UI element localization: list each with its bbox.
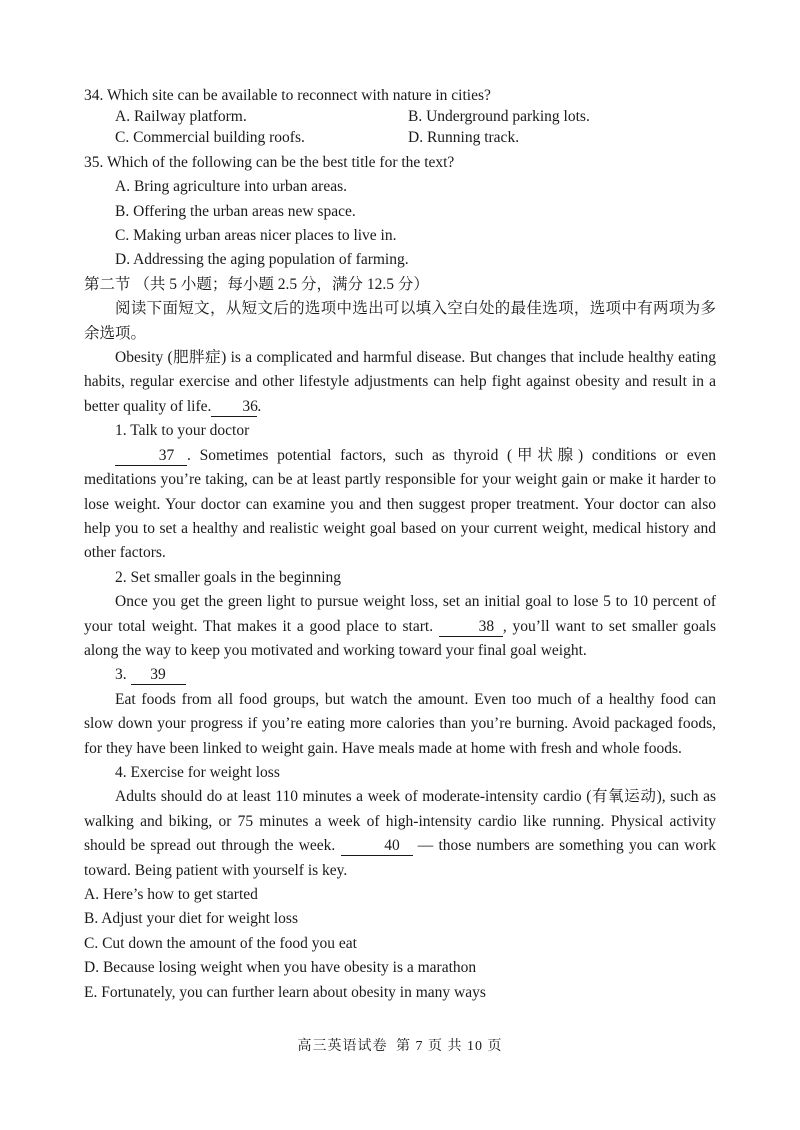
subheading-1: 1. Talk to your doctor — [115, 422, 250, 440]
paragraph-1 — [84, 444, 716, 566]
choice-c: C. Cut down the amount of the food you eat — [84, 934, 357, 952]
choice-a: A. Here’s how to get started — [84, 886, 258, 903]
paragraph-3: Eat foods from all food groups, but watch the amount. Even too much of a healthy food can slow down your progress if you’re eating more calories than you’re burning. Avoid packaged foods, for they have been linked to weight gain. Have meals made at home with fresh and whole foods. — [84, 690, 716, 757]
subheading-3 — [84, 663, 716, 687]
subheading-3-number: 3. — [115, 666, 127, 684]
question-34-options-row-2 — [84, 126, 716, 150]
passage-intro: Obesity (肥胖症) is a complicated and harmful disease. But changes that include healthy eating habits, regular exercise and other lifestyle adjustments can help fight against obesity and result in a better quality of life. 36. — [84, 349, 716, 415]
paragraph-2-text-a: Once you get the green light to pursue weight loss, set an initial goal to lose 5 to 10 percent of your total weight. That makes it a good place to start. — [84, 593, 716, 635]
footer-title: 高三英语试卷 — [297, 1039, 388, 1054]
subheading-4: 4. Exercise for weight loss — [115, 763, 280, 781]
choice-d: D. Because losing weight when you have obesity is a marathon — [84, 959, 477, 977]
q35-option-b: B. Offering the urban areas new space. — [115, 202, 356, 220]
intro-text: Obesity (肥胖症) is a complicated and harmful disease. But changes that include healthy eating habits, regular exercise and other lifestyle adjustments can help fight against obesity and result in a better quality of life. — [84, 349, 716, 415]
choice-b: B. Adjust your diet for weight loss — [84, 910, 298, 928]
paragraph-2-text-b: , you’ll want to set smaller goals along the way to keep you motivated and working toward your final goal weight. — [84, 617, 716, 659]
paragraph-4 — [84, 785, 716, 883]
question-34-options-row-1 — [84, 108, 716, 126]
blank-37: 37 — [115, 447, 187, 466]
question-35-stem: 35. Which of the following can be the best title for the text? — [84, 153, 455, 171]
paragraph-2 — [84, 590, 716, 663]
page-footer — [0, 1035, 800, 1055]
q35-option-c: C. Making urban areas nicer places to live in. — [115, 227, 397, 245]
paragraph-1-text: . Sometimes potential factors, such as thyroid (甲状腺) conditions or even meditations you’re taking, can be at least partly responsible for your weight gain or make it harder to lose weight. Your doctor can examine you and then suggest proper treatment. Your doctor can also help you to set a healthy and realistic weight goal based on your current weight, medical history and other factors. — [84, 446, 716, 562]
q34-option-a: A. Railway platform. — [115, 108, 247, 126]
q34-option-d: D. Running track. — [408, 129, 520, 147]
q35-option-a: A. Bring agriculture into urban areas. — [115, 178, 347, 196]
q34-option-c: C. Commercial building roofs. — [115, 129, 305, 147]
paragraph-4-text-a: Adults should do at least 110 minutes a week of moderate-intensity cardio (有氧运动), such as walking and biking, or 75 minutes a week of high-intensity cardio like running. Physical activity should be spread out through the week. — [84, 788, 716, 855]
q34-option-b: B. Underground parking lots. — [408, 108, 590, 126]
blank-36: 36 — [211, 398, 257, 417]
choice-e: E. Fortunately, you can further learn about obesity in many ways — [84, 983, 486, 1001]
q35-option-d: D. Addressing the aging population of farming. — [115, 251, 409, 269]
page-content — [84, 84, 716, 1005]
blank-38: 38 — [439, 618, 503, 637]
subheading-2: 2. Set smaller goals in the beginning — [115, 568, 342, 586]
section-instruction: 阅读下面短文，从短文后的选项中选出可以填入空白处的最佳选项，选项中有两项为多余选项。 — [84, 300, 716, 342]
paragraph-4-text-b: — those numbers are something you can work toward. Being patient with yourself is key. — [84, 837, 717, 879]
blank-40: 40 — [341, 837, 413, 856]
blank-39: 39 — [131, 666, 186, 685]
section-heading: 第二节 （共 5 小题；每小题 2.5 分，满分 12.5 分） — [84, 275, 429, 293]
footer-page-number: 第 7 页 共 10 页 — [396, 1039, 503, 1054]
question-34-stem: 34. Which site can be available to reconnect with nature in cities? — [84, 87, 491, 104]
